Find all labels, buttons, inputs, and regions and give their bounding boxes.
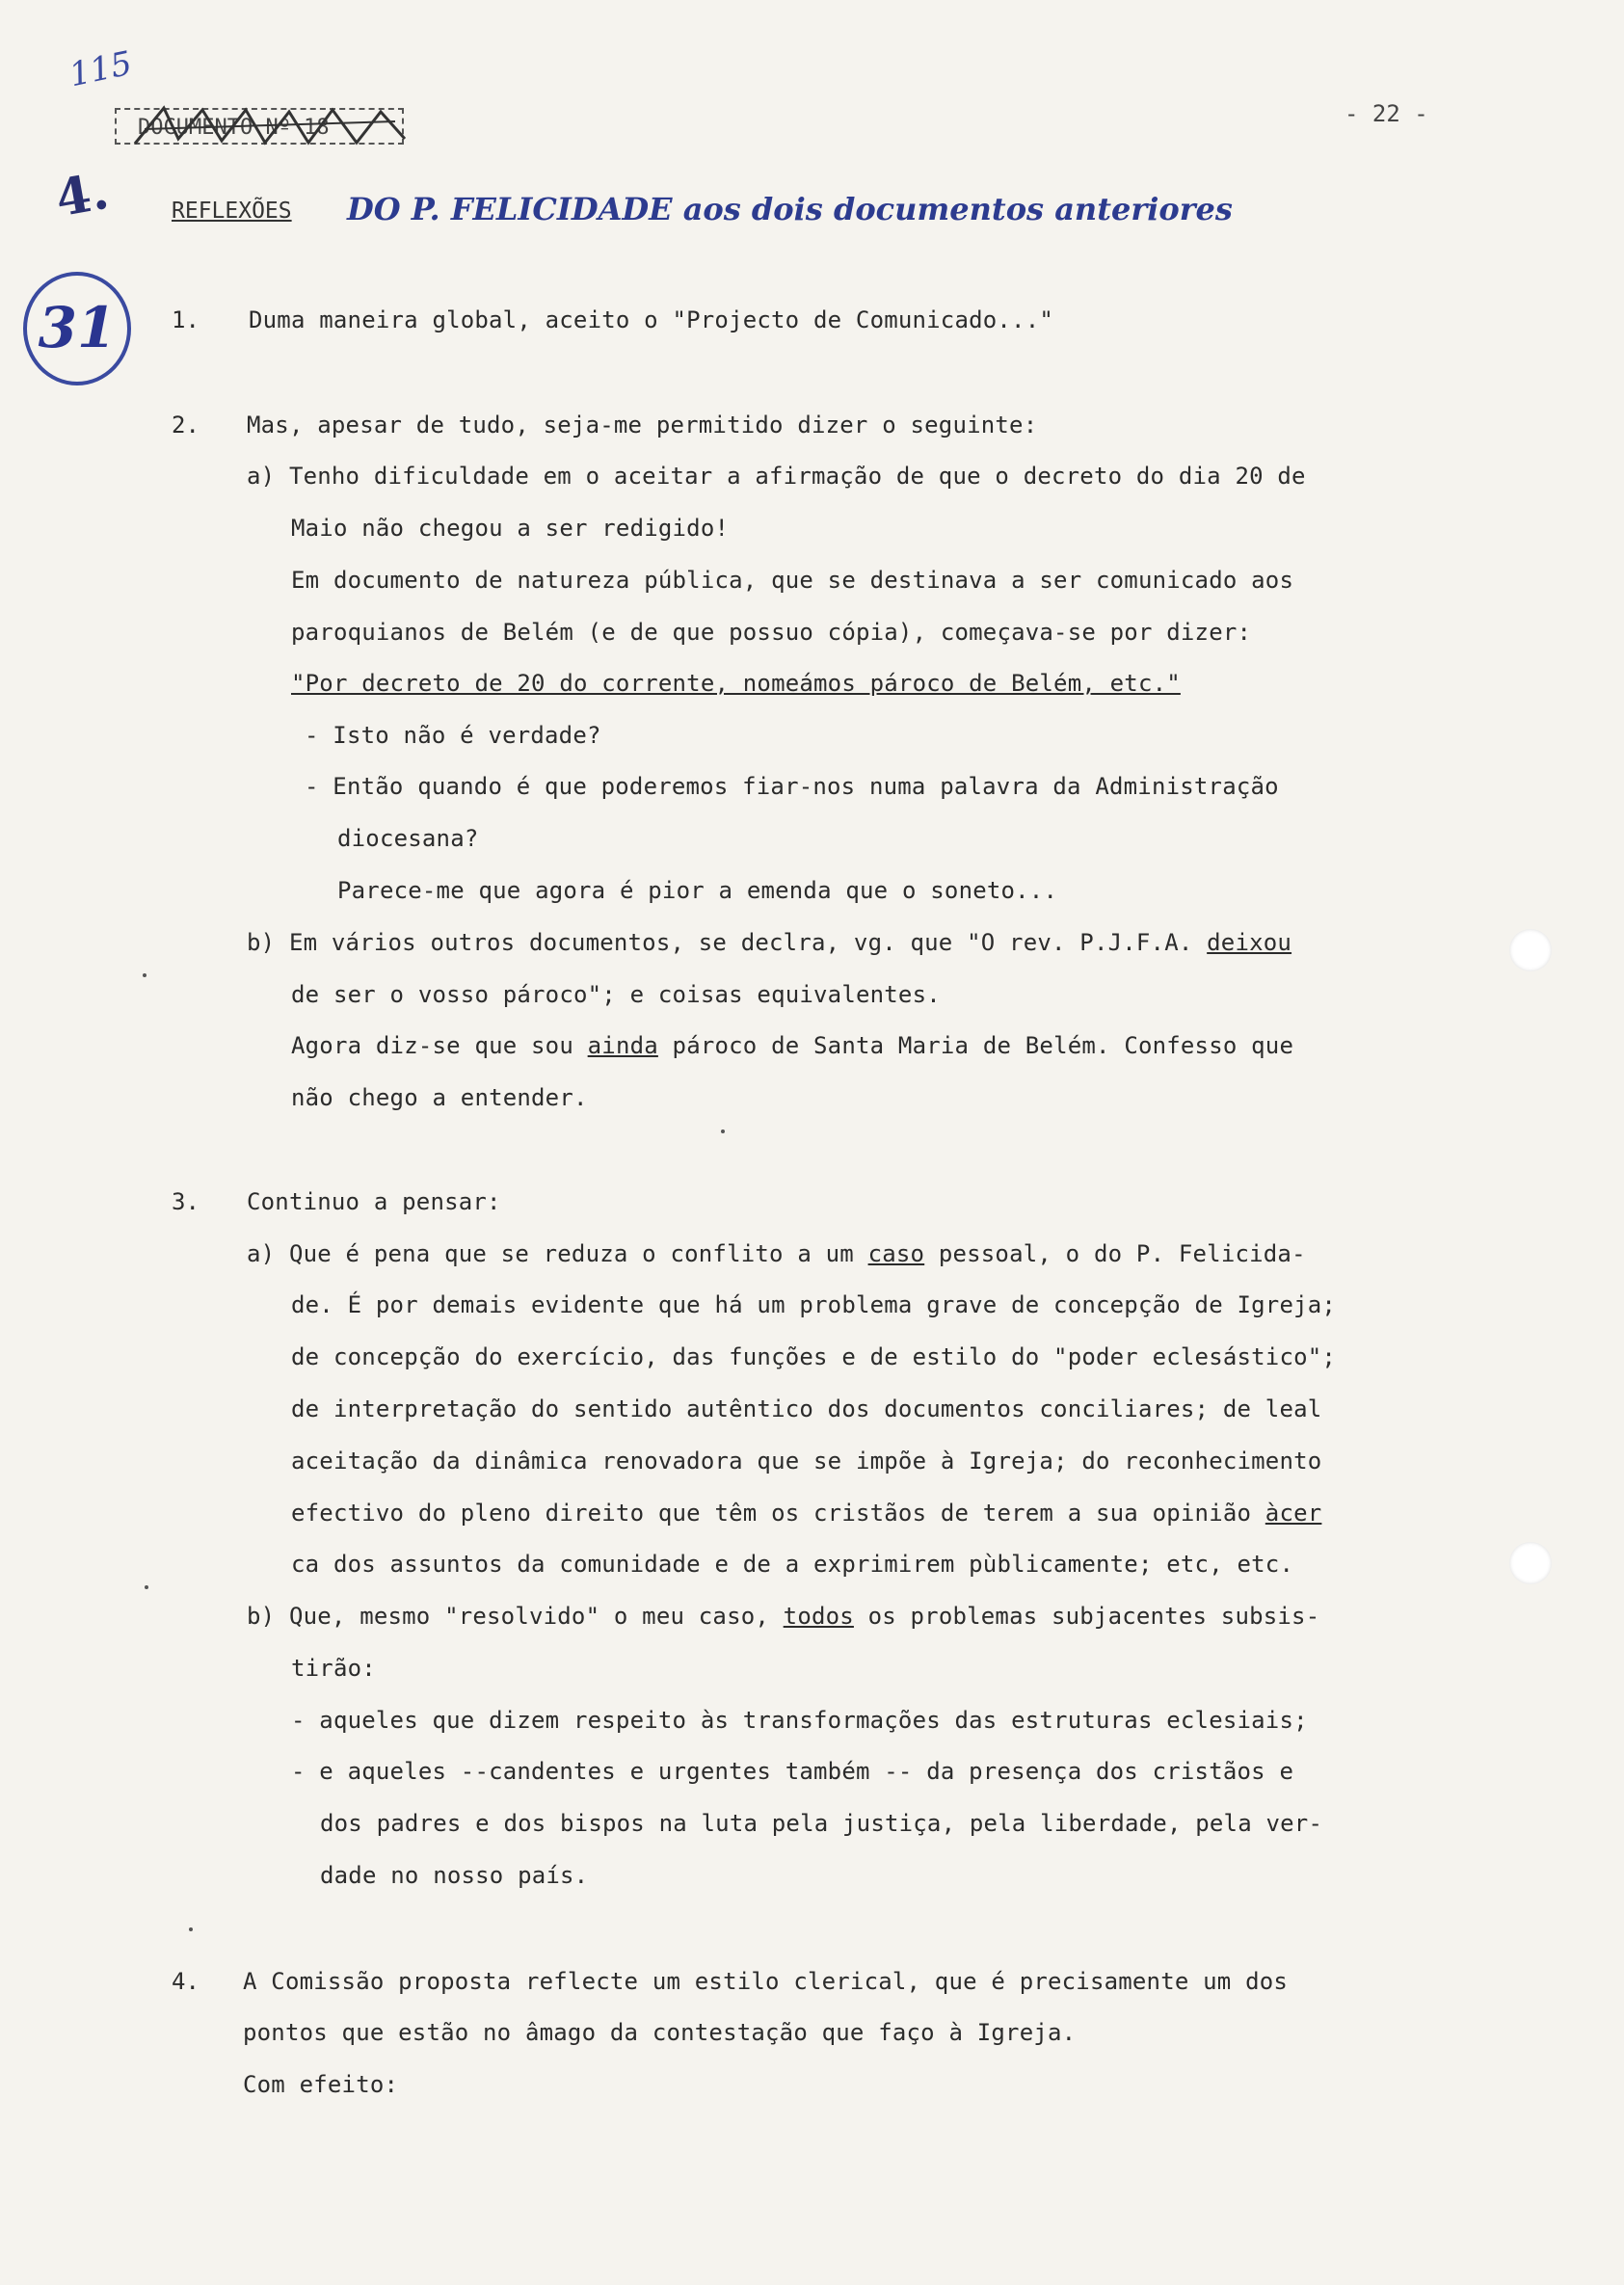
paper-speck (145, 1585, 148, 1589)
item-number: 2. (172, 412, 200, 438)
text-line: ca dos assuntos da comunidade e de a exprimirem pùblicamente; etc, etc. (291, 1551, 1294, 1578)
binder-hole (1509, 929, 1552, 971)
text-line: a) Tenho dificuldade em o aceitar a afirmação de que o decreto do dia 20 de (247, 463, 1306, 490)
text-line: tirão: (291, 1655, 376, 1682)
item-number: 1. (172, 306, 200, 333)
handwritten-section-mark: 4. (51, 161, 114, 229)
binder-hole (1509, 1542, 1552, 1584)
text-line: A Comissão proposta reflecte um estilo clerical, que é precisamente um dos (243, 1968, 1289, 1995)
page-title: REFLEXÕES (172, 199, 292, 224)
text-line: dade no nosso país. (320, 1862, 589, 1889)
text-line: Continuo a pensar: (247, 1188, 501, 1215)
document-label-stamp: DOCUMENTO Nº 18 (115, 108, 404, 145)
text-line: - Isto não é verdade? (305, 722, 601, 749)
text-line: de interpretação do sentido autêntico dos documentos conciliares; de leal (291, 1395, 1322, 1422)
text-line: - Então quando é que poderemos fiar-nos numa palavra da Administração (305, 773, 1279, 800)
quoted-decree-line: "Por decreto de 20 do corrente, nomeámos pároco de Belém, etc." (291, 670, 1181, 697)
circled-annotation: 31 (23, 272, 131, 385)
text-line: diocesana? (337, 825, 479, 852)
text-line: de. É por demais evidente que há um problema grave de concepção de Igreja; (291, 1291, 1337, 1318)
text-line: a) Que é pena que se reduza o conflito a um caso pessoal, o do P. Felicida- (247, 1240, 1306, 1267)
text-line: Maio não chegou a ser redigido! (291, 515, 730, 542)
text-line: pontos que estão no âmago da contestação que faço à Igreja. (243, 2019, 1077, 2046)
text-line: Parece-me que agora é pior a emenda que o soneto... (337, 877, 1058, 904)
item-number: 4. (172, 1968, 200, 1995)
text-line: Em documento de natureza pública, que se destinava a ser comunicado aos (291, 567, 1294, 594)
text-line: não chego a entender. (291, 1084, 588, 1111)
text-line: b) Que, mesmo "resolvido" o meu caso, todos os problemas subjacentes subsis- (247, 1603, 1320, 1630)
text-line: Com efeito: (243, 2071, 399, 2098)
text-line: Duma maneira global, aceito o "Projecto de Comunicado..." (249, 306, 1054, 333)
text-line: Mas, apesar de tudo, seja-me permitido dizer o seguinte: (247, 412, 1038, 438)
item-number: 3. (172, 1188, 200, 1215)
text-line: dos padres e dos bispos na luta pela justiça, pela liberdade, pela ver- (320, 1810, 1323, 1837)
text-line: - e aqueles --candentes e urgentes também -- da presença dos cristãos e (291, 1758, 1294, 1785)
text-line: aceitação da dinâmica renovadora que se impõe à Igreja; do reconhecimento (291, 1448, 1322, 1475)
paper-speck (143, 973, 146, 977)
text-line: de ser o vosso pároco"; e coisas equivalentes. (291, 981, 941, 1008)
scribble-mark (125, 100, 414, 153)
text-line: Agora diz-se que sou ainda pároco de Santa Maria de Belém. Confesso que (291, 1032, 1294, 1059)
handwritten-title-annotation: DO P. FELICIDADE aos dois documentos anteriores (347, 191, 1233, 227)
text-line: paroquianos de Belém (e de que possuo cópia), começava-se por dizer: (291, 619, 1252, 646)
handwritten-annotation-number: 115 (66, 43, 136, 95)
text-line: b) Em vários outros documentos, se declra, vg. que "O rev. P.J.F.A. deixou (247, 929, 1292, 956)
paper-speck (721, 1129, 725, 1133)
paper-speck (189, 1927, 193, 1931)
text-line: de concepção do exercício, das funções e de estilo do "poder eclesástico"; (291, 1343, 1337, 1370)
page-number: - 22 - (1344, 100, 1428, 127)
text-line: - aqueles que dizem respeito às transformações das estruturas eclesiais; (291, 1707, 1308, 1734)
text-line: efectivo do pleno direito que têm os cristãos de terem a sua opinião àcer (291, 1500, 1322, 1527)
